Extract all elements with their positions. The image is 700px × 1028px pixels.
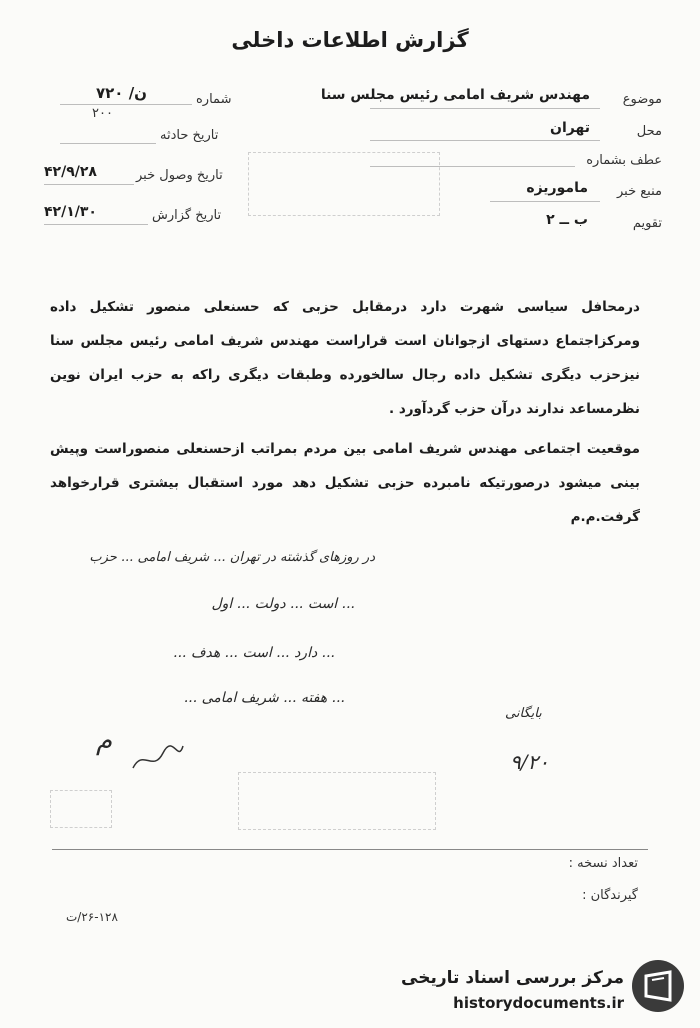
signature-scribble: [128, 738, 188, 778]
margin-note-1: بایگانی: [505, 706, 542, 721]
brand-url: historydocuments.ir: [453, 994, 624, 1012]
document-code: ۲۶-۱۲۸/ت: [66, 910, 118, 924]
margin-note-2: ۹/۲۰: [510, 750, 549, 774]
number-sub: ۲۰۰: [92, 106, 113, 121]
copies-label: تعداد نسخه :: [568, 856, 638, 871]
handwriting-line-4: ... هفته ... شریف امامی ...: [183, 690, 345, 706]
page-title: گزارش اطلاعات داخلی: [231, 28, 469, 52]
subject-value: مهندس شریف امامی رئیس مجلس سنا: [320, 87, 590, 103]
handwriting-line-3: ... دارد ... است ... هدف ...: [173, 645, 335, 661]
location-value: تهران: [550, 120, 590, 136]
subject-label: موضوع: [622, 92, 662, 107]
handwriting-line-2: ... است ... دولت ... اول: [211, 596, 355, 612]
receipt-date-label: تاریخ وصول خبر: [136, 168, 223, 183]
archive-logo-icon: [632, 960, 684, 1012]
brand-name: مرکز بررسی اسناد تاریخی: [401, 968, 624, 988]
faint-stamp-center: [238, 772, 436, 830]
report-date-value: ۴۲/۱/۳۰: [44, 204, 97, 220]
source-label: منبع خبر: [617, 184, 662, 199]
reference-label: عطف بشماره: [586, 153, 662, 168]
source-value: ماموریزه: [526, 180, 588, 196]
event-date-label: تاریخ حادثه: [160, 128, 219, 143]
footer-divider: [52, 849, 648, 850]
body-paragraph-2: موقعیت اجتماعی مهندس شریف امامی بین مردم بمراتب ازحسنعلی منصوراست وپیش بینی میشود درصورتیکه نامبرده حزبی تشکیل دهد مورد استقبال بیشتری قرارخواهد گرفت.م.م: [50, 441, 640, 525]
source-line: [490, 201, 600, 202]
number-value: ن/ ۷۲۰: [96, 84, 147, 102]
calendar-value: ب ــ ۲: [546, 212, 588, 228]
event-date-line: [60, 143, 156, 144]
recipients-label: گیرندگان :: [582, 888, 638, 903]
location-line: [370, 140, 600, 141]
calendar-label: تقویم: [632, 216, 662, 231]
stamp-area: [248, 152, 440, 216]
number-line: [60, 104, 192, 105]
receipt-date-value: ۴۲/۹/۲۸: [44, 164, 97, 180]
body-paragraph-1: درمحافل سیاسی شهرت دارد درمقابل حزبی که حسنعلی منصور تشکیل داده ومرکزاجتماع دستهای ازجوانان است قراراست مهندس شریف امامی رئیس مجلس سنا نیزحزب دیگری تشکیل داده رجال سالخورده وطبقات دیگری راکه به حزب ایران نوین نظرمساعد ندارند درآن حزب گردآورد .: [50, 299, 640, 417]
report-date-label: تاریخ گزارش: [152, 208, 222, 223]
handwriting-initial: م: [96, 726, 113, 756]
receipt-date-line: [44, 184, 134, 185]
location-label: محل: [636, 124, 662, 139]
subject-line: [370, 108, 600, 109]
handwriting-line-1: در روزهای گذشته در تهران ... شریف امامی ... حزب: [89, 550, 375, 565]
report-date-line: [44, 224, 148, 225]
number-label: شماره: [196, 92, 232, 107]
faint-stamp-left: [50, 790, 112, 828]
